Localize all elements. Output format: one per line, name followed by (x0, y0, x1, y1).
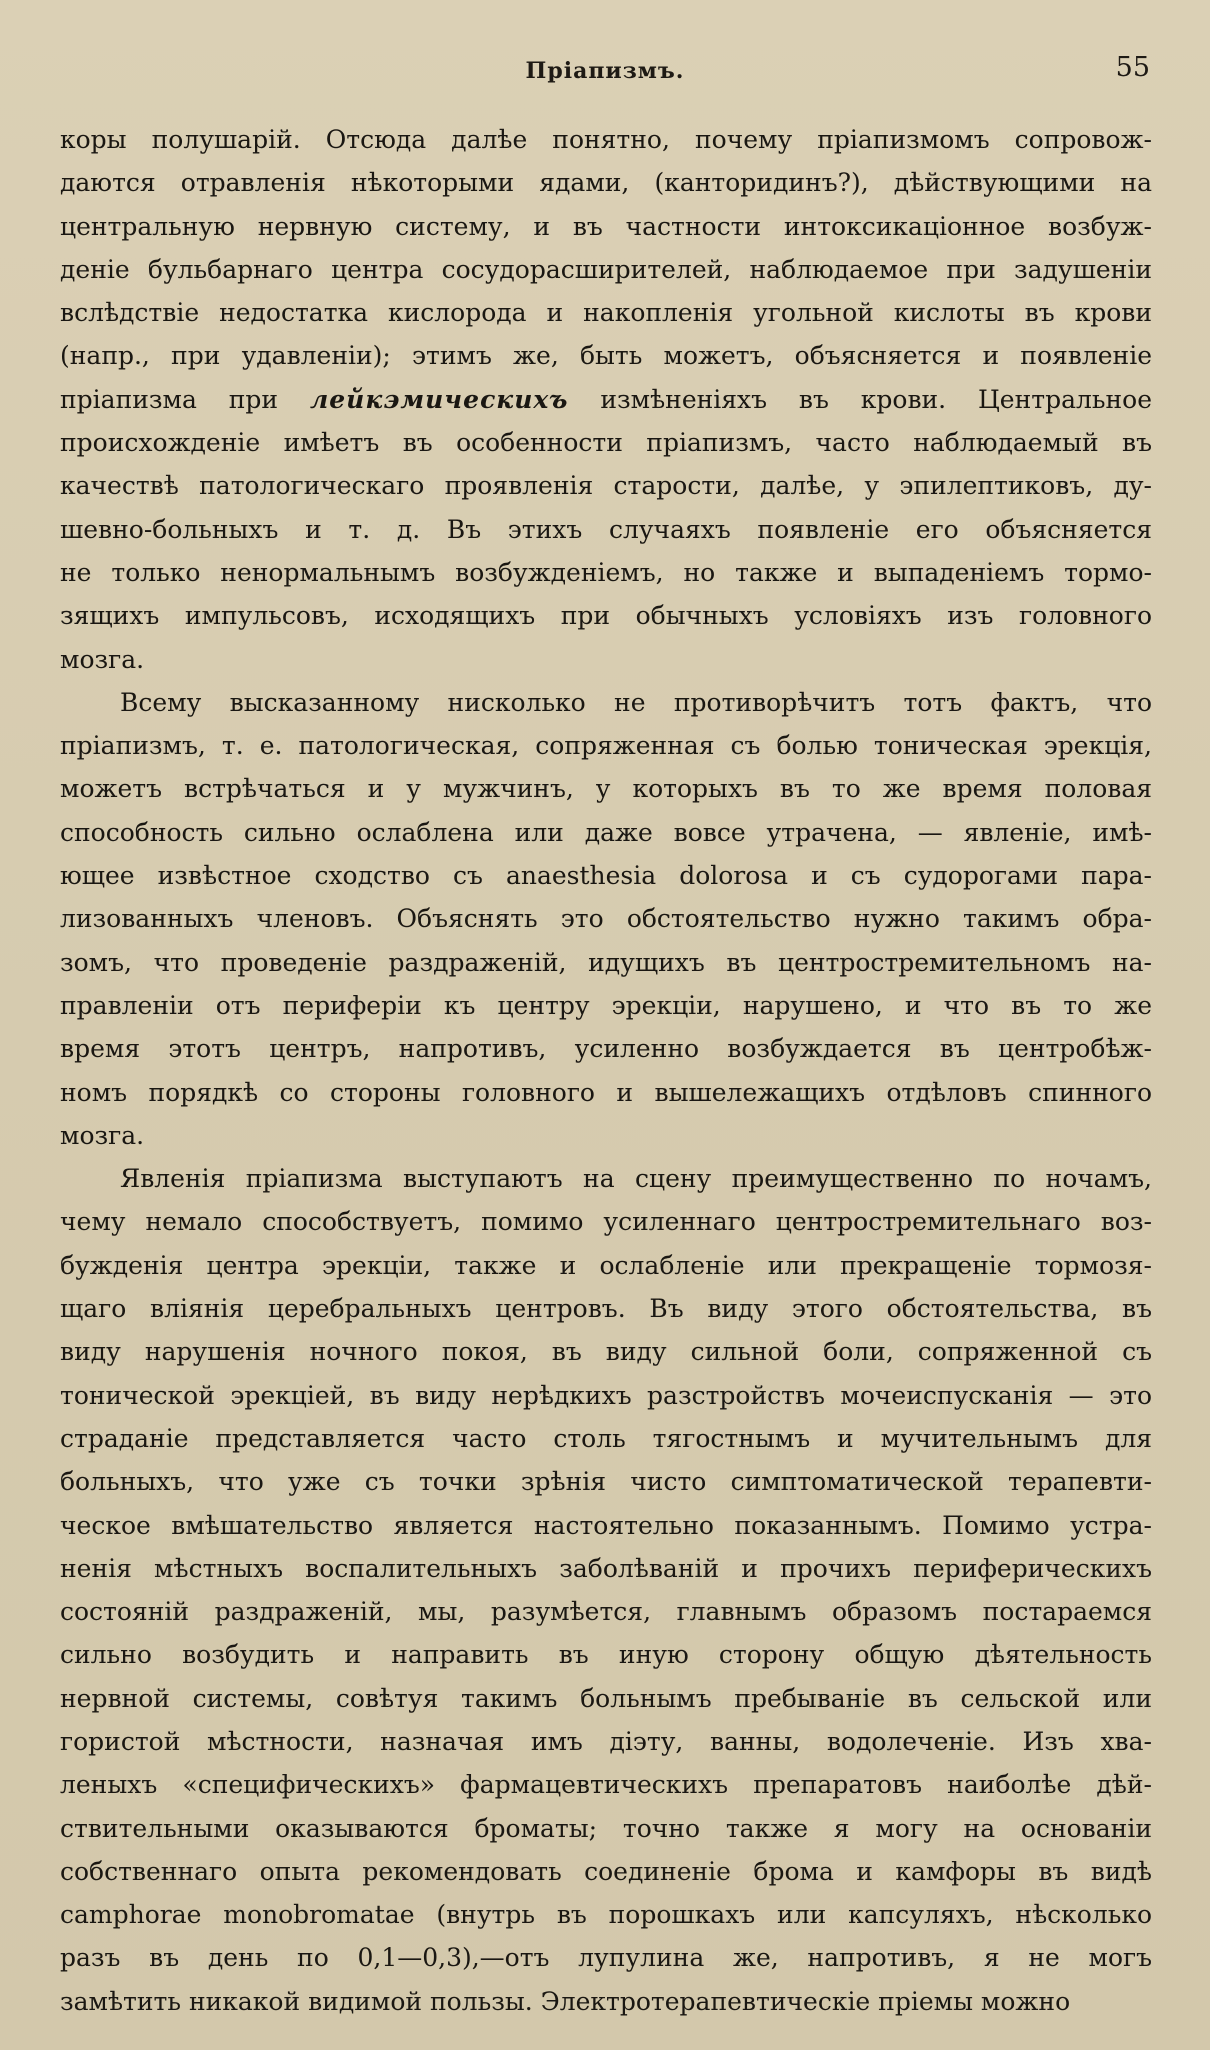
text-line: лизованныхъ членовъ. Объяснять это обстоятельство нужно такимъ обра- (60, 904, 1152, 934)
text-line: camphorae monobromatae (внутрь въ порошкахъ или капсуляхъ, нѣсколько (60, 1900, 1152, 1930)
text-line: зомъ, что проведеніе раздраженій, идущихъ въ центростремительномъ на- (60, 947, 1152, 977)
text-line: бужденія центра эрекціи, также и ослабленіе или прекращеніе тормозя- (60, 1250, 1152, 1280)
body-text (60, 118, 1152, 2023)
text-line: Явленія пріапизма выступаютъ на сцену преимущественно по ночамъ, (120, 1164, 1152, 1194)
text-line: время этотъ центръ, напротивъ, усиленно возбуждается въ центробѣж- (60, 1034, 1152, 1064)
text-line: замѣтить никакой видимой пользы. Электротерапевтическіе пріемы можно (60, 1986, 1071, 2016)
text-line: центральную нервную систему, и въ частности интоксикаціонное возбуж- (60, 211, 1152, 241)
text-line: можетъ встрѣчаться и у мужчинъ, у которыхъ въ то же время половая (60, 774, 1152, 804)
text-line: чему немало способствуетъ, помимо усиленнаго центростремительнаго воз- (60, 1207, 1152, 1237)
text-line: вслѣдствіе недостатка кислорода и накопленія угольной кислоты въ крови (60, 298, 1152, 328)
text-line: страданіе представляется часто столь тягостнымъ и мучительнымъ для (60, 1423, 1152, 1453)
text-line: собственнаго опыта рекомендовать соединеніе брома и камфоры въ видѣ (60, 1856, 1152, 1886)
paragraph-2 (60, 681, 1152, 1157)
text-line: качествѣ патологическаго проявленія старости, далѣе, у эпилептиковъ, ду- (60, 471, 1152, 501)
text-line: не только ненормальнымъ возбужденіемъ, но также и выпаденіемъ тормо- (60, 557, 1152, 587)
text-line: коры полушарій. Отсюда далѣе понятно, почему пріапизмомъ сопровож- (60, 125, 1152, 154)
text-line: деніе бульбарнаго центра сосудорасширителей, наблюдаемое при задушеніи (60, 254, 1152, 284)
text-line: пріапизмъ, т. е. патологическая, сопряженная съ болью тоническая эрекція, (60, 731, 1152, 761)
text-line: происхожденіе имѣетъ въ особенности пріапизмъ, часто наблюдаемый въ (60, 428, 1152, 458)
text-line: леныхъ «специфическихъ» фармацевтическихъ препаратовъ наиболѣе дѣй- (60, 1770, 1152, 1800)
text-line: гористой мѣстности, назначая имъ діэту, ванны, водолеченіе. Изъ хва- (60, 1726, 1152, 1756)
text-line: мозга. (60, 644, 145, 674)
text-line: Всему высказанному нисколько не противорѣчитъ тотъ фактъ, что (120, 687, 1152, 717)
text-line: пріапизма при лейкэмическихъ измѣненіяхъ въ крови. Центральное (60, 384, 1152, 414)
text-line: даются отравленія нѣкоторыми ядами, (канторидинъ?), дѣйствующими на (60, 168, 1152, 198)
text-line: мозга. (60, 1120, 145, 1150)
paragraph-1 (60, 118, 1152, 681)
text-line: ческое вмѣшательство является настоятельно показаннымъ. Помимо устра- (60, 1510, 1152, 1540)
page-number: 55 (1115, 52, 1150, 83)
text-line: больныхъ, что уже съ точки зрѣнія чисто симптоматической терапевти- (60, 1467, 1152, 1497)
text-line: нервной системы, совѣтуя такимъ больнымъ пребываніе въ сельской или (60, 1683, 1152, 1713)
emphasized-word: лейкэмическихъ (309, 384, 569, 414)
text-line: сильно возбудить и направить въ иную сторону общую дѣятельность (60, 1640, 1152, 1670)
text-line: ствительными оказываются броматы; точно также я могу на основаніи (60, 1813, 1152, 1843)
text-line: разъ въ день по 0,1—0,3),—отъ лупулина же, напротивъ, я не могъ (60, 1943, 1152, 1973)
text-line: состояній раздраженій, мы, разумѣется, главнымъ образомъ постараемся (60, 1597, 1152, 1627)
text-line: виду нарушенія ночного покоя, въ виду сильной боли, сопряженной съ (60, 1337, 1152, 1367)
text-line: шевно-больныхъ и т. д. Въ этихъ случаяхъ появленіе его объясняется (60, 514, 1152, 544)
text-line: тонической эрекціей, въ виду нерѣдкихъ разстройствъ мочеиспусканія — это (60, 1380, 1152, 1410)
text-line: правленіи отъ периферіи къ центру эрекціи, нарушено, и что въ то же (60, 990, 1152, 1020)
paragraph-3 (60, 1157, 1152, 2023)
text-line: номъ порядкѣ со стороны головного и вышележащихъ отдѣловъ спинного (60, 1077, 1152, 1107)
text-line: щаго вліянія церебральныхъ центровъ. Въ виду этого обстоятельства, въ (60, 1294, 1152, 1324)
text-line: ющее извѣстное сходство съ anaesthesia dolorosa и съ судорогами пара- (60, 861, 1152, 891)
running-title: Пріапизмъ. (525, 58, 685, 84)
running-head (60, 52, 1150, 92)
text-line: (напр., при удавленіи); этимъ же, быть можетъ, объясняется и появленіе (60, 341, 1152, 371)
text-line: способность сильно ослаблена или даже вовсе утрачена, — явленіе, имѣ- (60, 817, 1152, 847)
text-line: зящихъ импульсовъ, исходящихъ при обычныхъ условіяхъ изъ головного (60, 601, 1152, 631)
text-line: ненія мѣстныхъ воспалительныхъ заболѣваній и прочихъ периферическихъ (60, 1553, 1152, 1583)
